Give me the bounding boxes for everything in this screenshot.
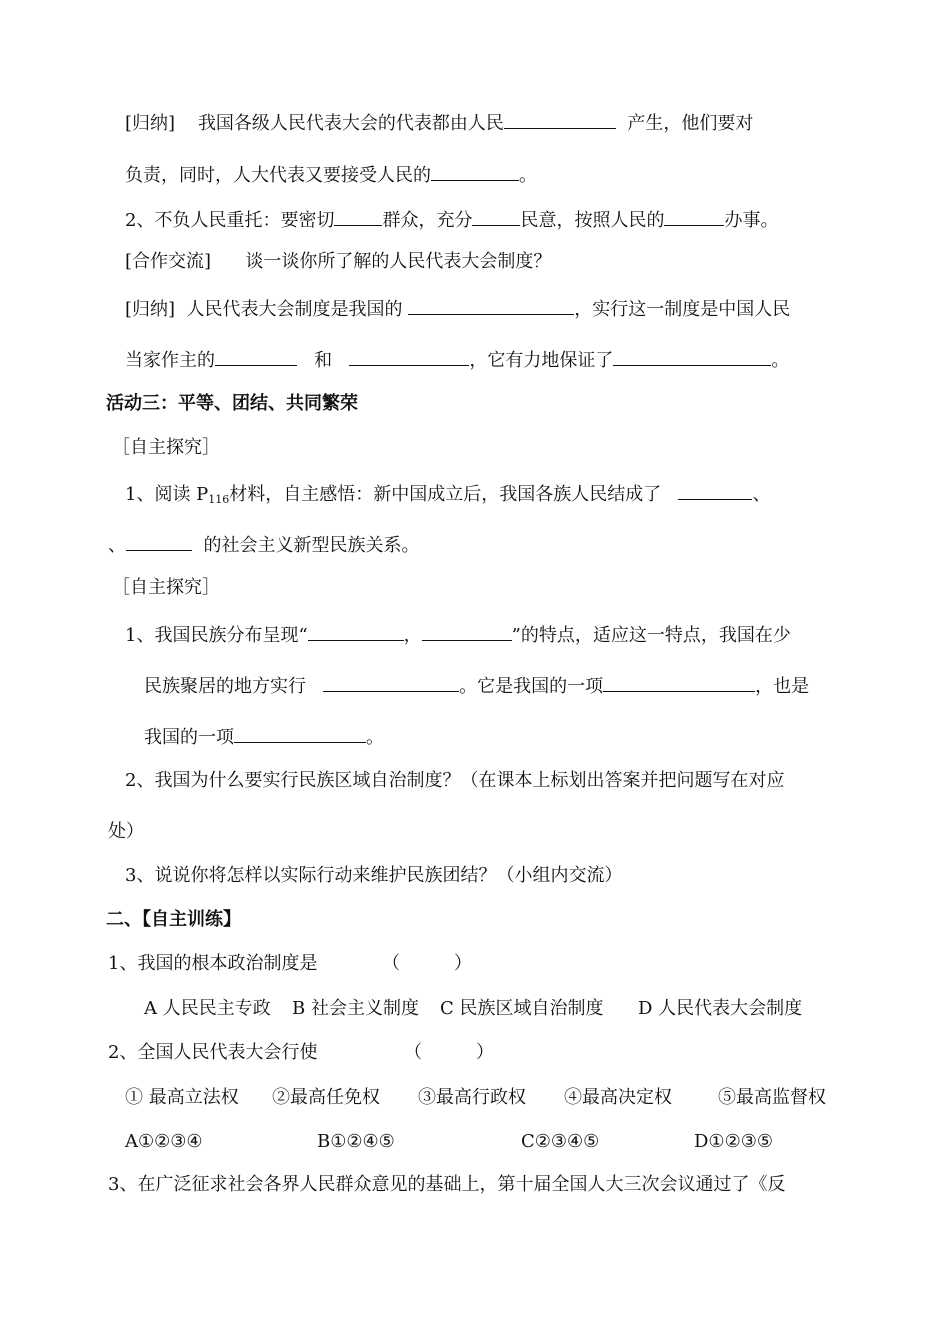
- text: ”的特点，适应这一特点，我国在少: [511, 625, 791, 646]
- tag-guina: [归纳]: [125, 299, 176, 320]
- text: 。它是我国的一项: [459, 676, 604, 697]
- text: 1、我国的根本政治制度是: [108, 953, 318, 974]
- answer-blank[interactable]: [234, 724, 366, 743]
- option-d[interactable]: D①②③⑤: [694, 1131, 773, 1152]
- answer-parens[interactable]: （ ）: [382, 953, 472, 974]
- answer-blank[interactable]: [349, 347, 469, 366]
- question-3-unity: 3、说说你将怎样以实际行动来维护民族团结？（小组内交流）: [125, 865, 623, 886]
- line-2: [125, 162, 537, 188]
- text: 办事。: [724, 210, 779, 231]
- answer-blank[interactable]: [323, 673, 459, 692]
- text: 1、阅读 P: [125, 484, 209, 505]
- text: ，: [403, 625, 422, 646]
- line-11: [125, 622, 791, 648]
- text: 我国的一项: [144, 727, 234, 748]
- text: 的社会主义新型民族关系。: [203, 535, 420, 556]
- page-number: 116: [208, 493, 230, 506]
- line-1: [125, 110, 753, 136]
- text: 民意，按照人民的: [520, 210, 665, 231]
- text: 、: [108, 535, 126, 556]
- power-item-3: ③最高行政权: [418, 1087, 526, 1108]
- answer-blank[interactable]: [408, 296, 574, 315]
- tag-zizhu: ［自主探究］: [112, 577, 220, 598]
- answer-blank[interactable]: [678, 481, 752, 500]
- text: 处）: [108, 821, 144, 842]
- answer-blank[interactable]: [504, 110, 616, 129]
- line-9: [108, 532, 419, 558]
- option-c[interactable]: C②③④⑤: [521, 1131, 600, 1152]
- text: 材料，自主感悟：新中国成立后，我国各族人民结成了: [229, 484, 662, 505]
- text: ，也是: [755, 676, 810, 697]
- text: 当家作主的: [125, 350, 215, 371]
- power-item-1: ① 最高立法权: [125, 1087, 239, 1108]
- option-c[interactable]: C 民族区域自治制度: [440, 998, 604, 1019]
- answer-blank[interactable]: [334, 207, 382, 226]
- power-item-2: ②最高任免权: [272, 1087, 380, 1108]
- text: 产生，他们要对: [627, 113, 754, 134]
- text: 群众，充分: [382, 210, 473, 231]
- answer-blank[interactable]: [215, 347, 297, 366]
- answer-blank[interactable]: [422, 622, 512, 641]
- question-1: [108, 952, 317, 976]
- text: 2、全国人民代表大会行使: [108, 1042, 318, 1063]
- text: 谈一谈你所了解的人民代表大会制度？: [245, 251, 552, 272]
- text: 负责，同时，人大代表又要接受人民的: [125, 165, 431, 186]
- line-8: [125, 481, 770, 512]
- answer-blank[interactable]: [664, 207, 724, 226]
- text: ，它有力地保证了: [469, 350, 614, 371]
- text: 我国各级人民代表大会的代表都由人民: [197, 113, 504, 134]
- answer-blank[interactable]: [472, 207, 520, 226]
- answer-blank[interactable]: [613, 347, 771, 366]
- text: ，实行这一制度是中国人民: [574, 299, 791, 320]
- answer-blank[interactable]: [126, 532, 192, 551]
- text: 。: [519, 165, 537, 186]
- tag-hezuo: [合作交流]: [125, 251, 212, 272]
- option-a[interactable]: A 人民民主专政: [144, 998, 271, 1019]
- text: 、: [752, 484, 771, 505]
- section-heading-activity-3: 活动三：平等、团结、共同繁荣: [106, 393, 358, 414]
- line-5: [125, 296, 790, 322]
- option-d[interactable]: D 人民代表大会制度: [638, 998, 803, 1019]
- line-3: [125, 207, 778, 233]
- text: 人民代表大会制度是我国的: [186, 299, 403, 320]
- line-12: [144, 673, 809, 699]
- text: 和: [314, 350, 333, 371]
- text: 2、不负人民重托：要密切: [125, 210, 335, 231]
- question-3: 3、在广泛征求社会各界人民群众意见的基础上，第十届全国人大三次会议通过了《反: [108, 1174, 786, 1195]
- question-2-why: 2、我国为什么要实行民族区域自治制度？（在课本上标划出答案并把问题写在对应: [125, 770, 785, 791]
- power-item-5: ⑤最高监督权: [718, 1087, 826, 1108]
- tag-zizhu: ［自主探究］: [112, 437, 220, 458]
- power-item-4: ④最高决定权: [564, 1087, 672, 1108]
- line-6: [125, 347, 789, 373]
- answer-blank[interactable]: [603, 673, 755, 692]
- section-heading-training: 二、【自主训练】: [106, 909, 241, 930]
- text: 1、我国民族分布呈现“: [125, 625, 308, 646]
- line-13: [144, 724, 384, 750]
- option-b[interactable]: B 社会主义制度: [292, 998, 419, 1019]
- answer-parens[interactable]: （ ）: [404, 1042, 494, 1063]
- question-2: [108, 1041, 317, 1065]
- line-4: [125, 250, 551, 274]
- text: 。: [366, 727, 384, 748]
- answer-blank[interactable]: [308, 622, 404, 641]
- text: 民族聚居的地方实行: [144, 676, 306, 697]
- option-a[interactable]: A①②③④: [125, 1131, 203, 1152]
- option-b[interactable]: B①②④⑤: [317, 1131, 395, 1152]
- text: 。: [771, 350, 790, 371]
- answer-blank[interactable]: [431, 162, 519, 181]
- tag-guina: [归纳]: [125, 113, 176, 134]
